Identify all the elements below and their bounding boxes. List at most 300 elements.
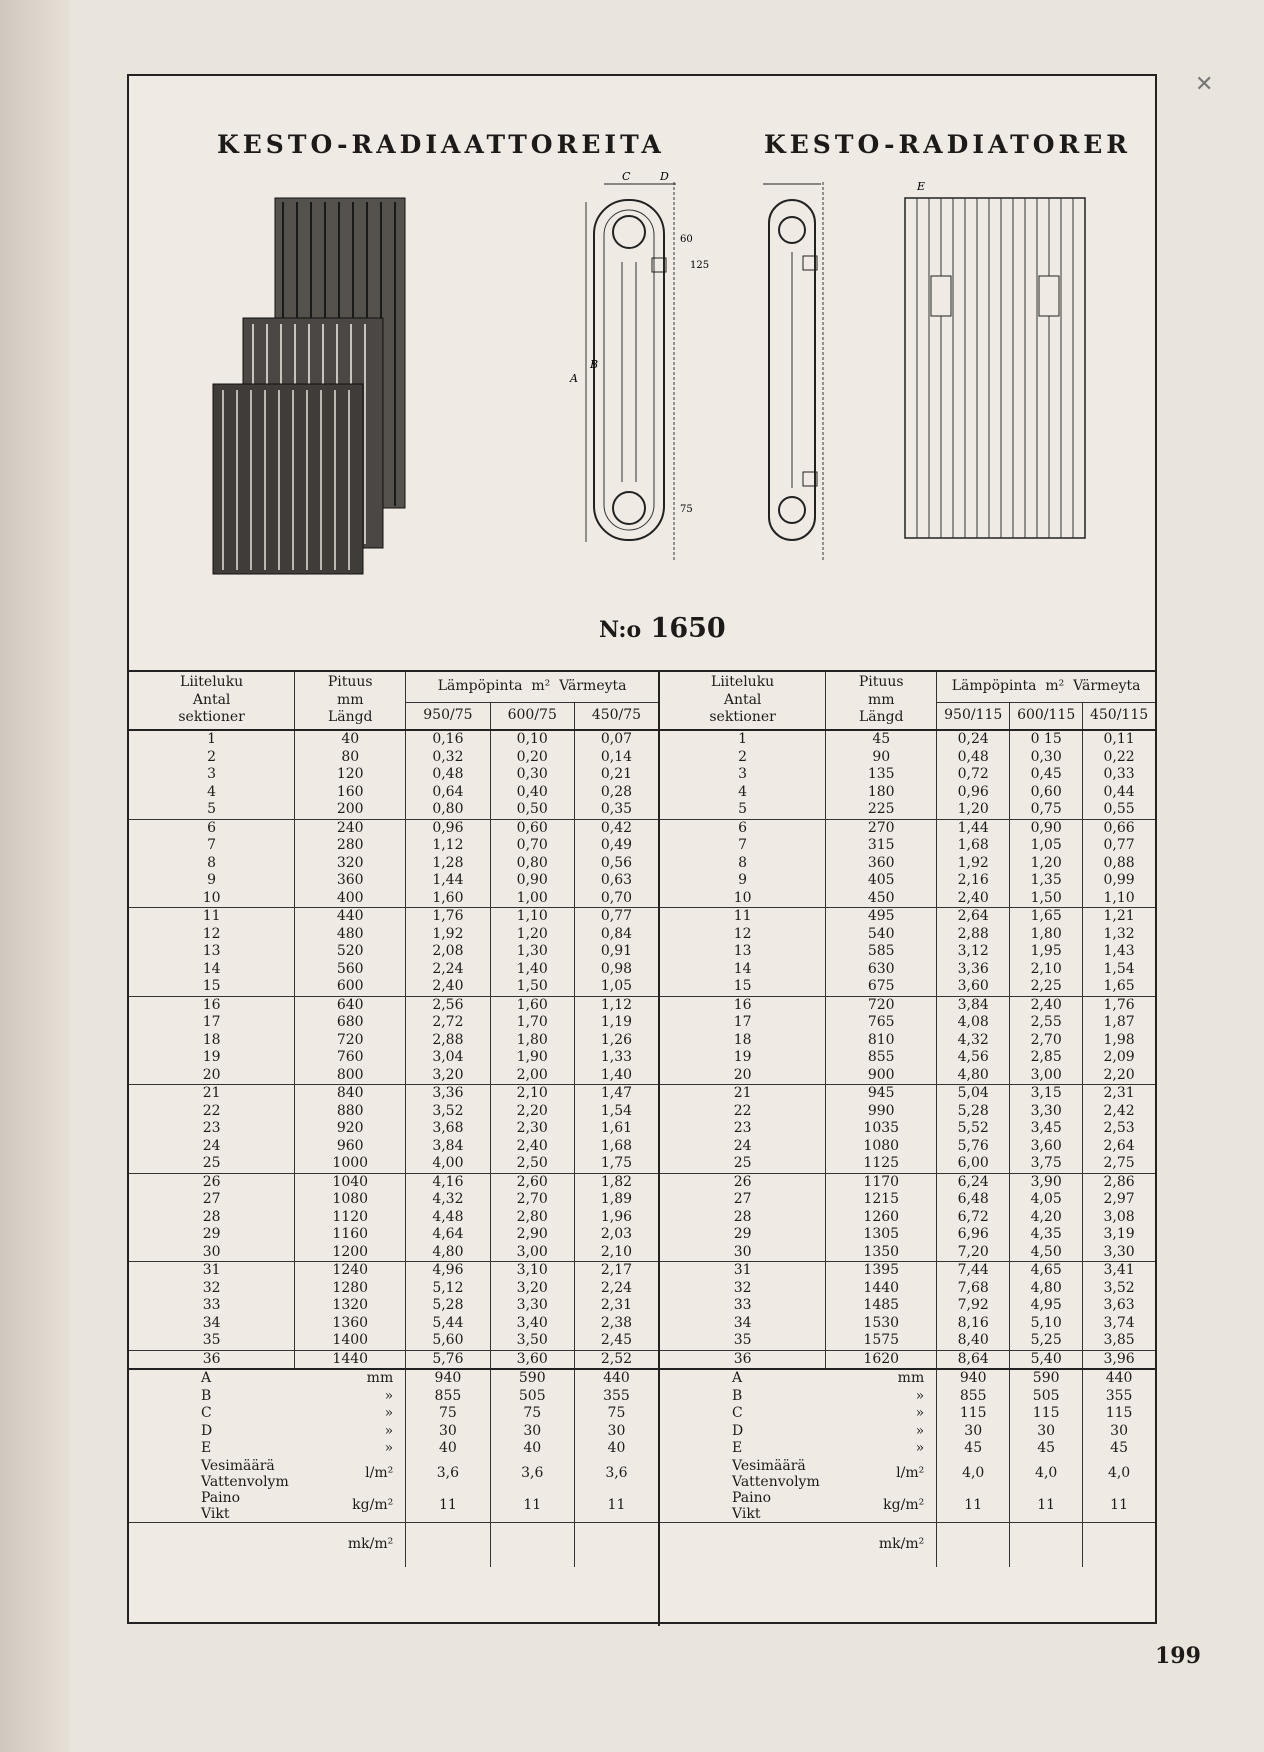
table-cell: 4,05 bbox=[1010, 1191, 1083, 1209]
table-cell: 2,53 bbox=[1083, 1120, 1155, 1138]
table-cell: 17 bbox=[202, 1014, 221, 1030]
table-cell: 21 bbox=[129, 1085, 295, 1103]
table-cell: 1,60 bbox=[490, 996, 574, 1014]
table-cell: 26 bbox=[660, 1173, 826, 1191]
table-cell: 800 bbox=[295, 1067, 406, 1085]
spec-row bbox=[129, 1405, 658, 1423]
table-cell: 4,80 bbox=[1010, 1280, 1083, 1298]
spec-value: 115 bbox=[1010, 1405, 1083, 1423]
spec-label: A bbox=[129, 1369, 295, 1388]
table-cell: 2,75 bbox=[1083, 1155, 1155, 1173]
table-row bbox=[660, 1315, 1155, 1333]
price-value[interactable] bbox=[1010, 1522, 1083, 1567]
spec-value: 30 bbox=[1083, 1423, 1155, 1441]
spec-row bbox=[660, 1369, 1155, 1388]
table-cell: 0,21 bbox=[574, 766, 658, 784]
table-cell: 3,36 bbox=[406, 1085, 490, 1103]
table-cell: 920 bbox=[295, 1120, 406, 1138]
table-cell: 8,64 bbox=[937, 1350, 1010, 1369]
table-cell: 6 bbox=[660, 819, 826, 837]
table-cell: 1350 bbox=[826, 1244, 937, 1262]
table-cell: 810 bbox=[826, 1032, 937, 1050]
table-cell: 0,10 bbox=[490, 730, 574, 749]
table-cell: 1395 bbox=[826, 1262, 937, 1280]
table-cell: 1530 bbox=[826, 1315, 937, 1333]
table-cell: 855 bbox=[826, 1049, 937, 1067]
table-cell: 2,85 bbox=[1010, 1049, 1083, 1067]
spec-row bbox=[660, 1388, 1155, 1406]
table-cell: 25 bbox=[202, 1155, 221, 1171]
table-row bbox=[129, 1085, 658, 1103]
table-cell: 0,80 bbox=[490, 855, 574, 873]
table-cell: 2,88 bbox=[937, 926, 1010, 944]
table-cell: 1120 bbox=[295, 1209, 406, 1227]
weight-row bbox=[660, 1490, 1155, 1523]
table-cell: 0 15 bbox=[1010, 730, 1083, 749]
table-cell: 28 bbox=[202, 1208, 221, 1225]
table-cell: 585 bbox=[826, 943, 937, 961]
weight-value: 11 bbox=[490, 1490, 574, 1523]
table-cell: 2 bbox=[207, 748, 217, 765]
table-row bbox=[660, 1032, 1155, 1050]
table-cell: 1,05 bbox=[574, 978, 658, 996]
water-value: 3,6 bbox=[574, 1458, 658, 1490]
table-cell: 3,36 bbox=[937, 961, 1010, 979]
table-cell: 1160 bbox=[295, 1226, 406, 1244]
table-cell: 1305 bbox=[826, 1226, 937, 1244]
table-row bbox=[660, 1297, 1155, 1315]
table-cell: 18 bbox=[733, 1031, 752, 1048]
table-cell: 25 bbox=[733, 1155, 752, 1171]
spec-label: B bbox=[732, 1387, 743, 1404]
table-cell: 1,40 bbox=[490, 961, 574, 979]
size-subheader: 950/115 bbox=[937, 702, 1010, 730]
table-cell: 29 bbox=[202, 1226, 221, 1242]
spec-value: 45 bbox=[1010, 1440, 1083, 1458]
table-cell: 2,56 bbox=[406, 996, 490, 1014]
table-cell: 34 bbox=[202, 1314, 221, 1331]
table-cell: 600 bbox=[295, 978, 406, 996]
table-row bbox=[660, 996, 1155, 1014]
table-cell: 6,00 bbox=[937, 1155, 1010, 1173]
table-row bbox=[660, 837, 1155, 855]
table-cell: 0,91 bbox=[574, 943, 658, 961]
heating-surface-header: Lämpöpinta m² Värmeyta bbox=[937, 672, 1155, 702]
dim-label-b: B bbox=[590, 358, 599, 371]
table-cell: 3,30 bbox=[1083, 1244, 1155, 1262]
table-cell: 1575 bbox=[826, 1332, 937, 1350]
price-value[interactable] bbox=[406, 1522, 490, 1567]
table-cell: 22 bbox=[733, 1102, 752, 1119]
heating-surface-header: Lämpöpinta m² Värmeyta bbox=[406, 672, 658, 702]
spec-row bbox=[660, 1405, 1155, 1423]
table-cell: 20 bbox=[202, 1066, 221, 1083]
table-cell: 0,72 bbox=[937, 766, 1010, 784]
weight-value: 11 bbox=[574, 1490, 658, 1523]
table-cell: 26 bbox=[129, 1173, 295, 1191]
table-row bbox=[660, 1280, 1155, 1298]
table-cell: 3,10 bbox=[490, 1262, 574, 1280]
table-row bbox=[129, 730, 658, 749]
table-cell: 1,10 bbox=[1083, 890, 1155, 908]
table-cell: 0,70 bbox=[574, 890, 658, 908]
table-cell: 23 bbox=[733, 1120, 752, 1136]
spec-value: 355 bbox=[574, 1388, 658, 1406]
table-cell: 3,30 bbox=[1010, 1103, 1083, 1121]
table-cell: 4,95 bbox=[1010, 1297, 1083, 1315]
table-cell: 3,30 bbox=[490, 1297, 574, 1315]
spec-value: 75 bbox=[490, 1405, 574, 1423]
table-cell: 0,11 bbox=[1083, 730, 1155, 749]
col-sections-header-line: Antal bbox=[723, 691, 762, 708]
table-cell: 3,60 bbox=[937, 978, 1010, 996]
table-cell: 1,65 bbox=[1083, 978, 1155, 996]
spec-value: 40 bbox=[574, 1440, 658, 1458]
table-cell: 2,70 bbox=[1010, 1032, 1083, 1050]
table-cell: 2,00 bbox=[490, 1067, 574, 1085]
spec-value: 30 bbox=[406, 1423, 490, 1441]
table-cell: 0,20 bbox=[490, 749, 574, 767]
water-unit: l/m² bbox=[896, 1464, 925, 1481]
table-cell: 2,17 bbox=[574, 1262, 658, 1280]
water-label bbox=[129, 1458, 295, 1490]
spec-label: C bbox=[201, 1405, 212, 1421]
table-cell: 2,08 bbox=[406, 943, 490, 961]
table-cell: 1,44 bbox=[406, 872, 490, 890]
table-cell: 1080 bbox=[826, 1138, 937, 1156]
table-cell: 13 bbox=[733, 943, 752, 959]
table-cell: 4,56 bbox=[937, 1049, 1010, 1067]
table-cell: 2,31 bbox=[1083, 1085, 1155, 1103]
spec-value: 45 bbox=[1083, 1440, 1155, 1458]
table-row bbox=[660, 730, 1155, 749]
table-cell: 1,10 bbox=[490, 908, 574, 926]
table-cell: 1,61 bbox=[574, 1120, 658, 1138]
table-cell: 4 bbox=[738, 783, 748, 800]
table-cell: 1,40 bbox=[574, 1067, 658, 1085]
table-cell: 27 bbox=[202, 1191, 221, 1207]
table-cell: 2,70 bbox=[490, 1191, 574, 1209]
spec-unit: » bbox=[384, 1387, 394, 1404]
price-value[interactable] bbox=[574, 1522, 658, 1567]
table-cell: 240 bbox=[295, 819, 406, 837]
table-cell: 3 bbox=[738, 766, 748, 782]
table-cell: 5,12 bbox=[406, 1280, 490, 1298]
table-cell: 1400 bbox=[295, 1332, 406, 1350]
water-label-sv: Vattenvolym bbox=[201, 1473, 289, 1490]
spec-value: 940 bbox=[406, 1369, 490, 1388]
table-cell: 2,40 bbox=[490, 1138, 574, 1156]
spec-value: 855 bbox=[406, 1388, 490, 1406]
table-cell: 2,55 bbox=[1010, 1014, 1083, 1032]
table-cell: 0,75 bbox=[1010, 801, 1083, 819]
table-cell: 35 bbox=[733, 1332, 752, 1348]
table-cell: 3,08 bbox=[1083, 1209, 1155, 1227]
table-cell: 0,48 bbox=[406, 766, 490, 784]
table-cell: 0,44 bbox=[1083, 784, 1155, 802]
table-row bbox=[660, 1085, 1155, 1103]
table-cell: 34 bbox=[733, 1314, 752, 1331]
model-number bbox=[599, 613, 726, 644]
spec-value: 590 bbox=[1010, 1369, 1083, 1388]
price-unit: mk/m² bbox=[295, 1522, 406, 1567]
table-cell: 8 bbox=[738, 854, 748, 871]
table-cell: 120 bbox=[295, 766, 406, 784]
table-cell: 4,20 bbox=[1010, 1209, 1083, 1227]
table-cell: 1,89 bbox=[574, 1191, 658, 1209]
dim-label-d: D bbox=[660, 170, 669, 183]
table-cell: 1,30 bbox=[490, 943, 574, 961]
table-cell: 4 bbox=[207, 783, 217, 800]
table-cell: 0,99 bbox=[1083, 872, 1155, 890]
table-row bbox=[129, 943, 658, 961]
table-row bbox=[660, 784, 1155, 802]
table-cell: 33 bbox=[202, 1297, 221, 1313]
water-label-sv: Vattenvolym bbox=[732, 1473, 820, 1490]
spec-value: 75 bbox=[574, 1405, 658, 1423]
weight-value: 11 bbox=[406, 1490, 490, 1523]
table-cell: 1,80 bbox=[1010, 926, 1083, 944]
spec-unit: » bbox=[915, 1405, 925, 1421]
table-row bbox=[129, 1103, 658, 1121]
table-cell: 33 bbox=[733, 1297, 752, 1313]
table-cell: 2,80 bbox=[490, 1209, 574, 1227]
table-row bbox=[129, 819, 658, 837]
water-label bbox=[660, 1458, 826, 1490]
spec-value: 115 bbox=[937, 1405, 1010, 1423]
table-cell: 1,05 bbox=[1010, 837, 1083, 855]
table-cell: 3 bbox=[207, 766, 217, 782]
table-row bbox=[660, 766, 1155, 784]
table-row bbox=[129, 1297, 658, 1315]
table-cell: 675 bbox=[826, 978, 937, 996]
table-cell: 0,66 bbox=[1083, 819, 1155, 837]
spec-row bbox=[129, 1388, 658, 1406]
table-cell: 7 bbox=[738, 837, 748, 853]
table-cell: 1 bbox=[738, 731, 748, 747]
model-prefix: N:o bbox=[599, 617, 642, 643]
table-cell: 35 bbox=[202, 1332, 221, 1348]
table-cell: 0,90 bbox=[1010, 819, 1083, 837]
table-row bbox=[660, 1067, 1155, 1085]
table-cell: 1,44 bbox=[937, 819, 1010, 837]
table-cell: 4,65 bbox=[1010, 1262, 1083, 1280]
page-number: 199 bbox=[1155, 1643, 1201, 1669]
side-view-drawing-narrow bbox=[759, 172, 859, 572]
table-cell: 4,35 bbox=[1010, 1226, 1083, 1244]
table-row bbox=[129, 1332, 658, 1350]
table-cell: 2,52 bbox=[574, 1350, 658, 1369]
table-cell: 2,10 bbox=[574, 1244, 658, 1262]
table-row bbox=[129, 784, 658, 802]
table-cell: 3,63 bbox=[1083, 1297, 1155, 1315]
table-row bbox=[129, 1262, 658, 1280]
tables-area bbox=[129, 670, 1155, 1626]
table-row bbox=[660, 943, 1155, 961]
table-row bbox=[660, 1155, 1155, 1173]
table-cell: 0,30 bbox=[1010, 749, 1083, 767]
table-cell: 0,50 bbox=[490, 801, 574, 819]
table-cell: 2,60 bbox=[490, 1173, 574, 1191]
table-cell: 3,45 bbox=[1010, 1120, 1083, 1138]
table-cell: 900 bbox=[826, 1067, 937, 1085]
spec-value: 505 bbox=[1010, 1388, 1083, 1406]
weight-label bbox=[660, 1490, 826, 1523]
table-cell: 1,68 bbox=[574, 1138, 658, 1156]
spec-label: D bbox=[201, 1422, 213, 1439]
table-right-115 bbox=[660, 672, 1155, 1626]
table-left-75 bbox=[129, 672, 660, 1626]
weight-value: 11 bbox=[1010, 1490, 1083, 1523]
table-cell: 2,88 bbox=[406, 1032, 490, 1050]
model-number-value: 1650 bbox=[650, 613, 726, 644]
table-row bbox=[129, 1244, 658, 1262]
size-subheader: 950/75 bbox=[406, 702, 490, 730]
spec-value: 75 bbox=[406, 1405, 490, 1423]
table-cell: 19 bbox=[733, 1049, 752, 1065]
spec-row bbox=[660, 1440, 1155, 1458]
table-cell: 2,24 bbox=[574, 1280, 658, 1298]
table-cell: 480 bbox=[295, 926, 406, 944]
table-cell: 9 bbox=[738, 872, 748, 888]
table-row bbox=[660, 749, 1155, 767]
table-cell: 1,00 bbox=[490, 890, 574, 908]
table-cell: 2,40 bbox=[406, 978, 490, 996]
table-cell: 4,80 bbox=[406, 1244, 490, 1262]
table-cell: 3,75 bbox=[1010, 1155, 1083, 1173]
table-row bbox=[660, 1120, 1155, 1138]
size-subheader: 450/75 bbox=[574, 702, 658, 730]
table-cell: 36 bbox=[129, 1350, 295, 1369]
table-cell: 8,40 bbox=[937, 1332, 1010, 1350]
water-value: 4,0 bbox=[937, 1458, 1010, 1490]
table-cell: 1280 bbox=[295, 1280, 406, 1298]
table-cell: 0,77 bbox=[1083, 837, 1155, 855]
table-cell: 5,52 bbox=[937, 1120, 1010, 1138]
table-cell: 405 bbox=[826, 872, 937, 890]
table-cell: 12 bbox=[202, 925, 221, 942]
weight-label bbox=[129, 1490, 295, 1523]
water-value: 4,0 bbox=[1010, 1458, 1083, 1490]
table-cell: 1,75 bbox=[574, 1155, 658, 1173]
table-cell: 2,25 bbox=[1010, 978, 1083, 996]
table-cell: 680 bbox=[295, 1014, 406, 1032]
table-cell: 135 bbox=[826, 766, 937, 784]
table-cell: 1360 bbox=[295, 1315, 406, 1333]
table-cell: 23 bbox=[202, 1120, 221, 1136]
table-cell: 3,00 bbox=[1010, 1067, 1083, 1085]
table-cell: 15 bbox=[733, 978, 752, 994]
table-cell: 6,24 bbox=[937, 1173, 1010, 1191]
table-cell: 1,90 bbox=[490, 1049, 574, 1067]
col-sections-header bbox=[129, 672, 295, 730]
table-cell: 270 bbox=[826, 819, 937, 837]
table-cell: 720 bbox=[295, 1032, 406, 1050]
table-cell: 2,97 bbox=[1083, 1191, 1155, 1209]
table-cell: 2,31 bbox=[574, 1297, 658, 1315]
table-cell: 2 bbox=[738, 748, 748, 765]
pencil-mark-icon: ✕ bbox=[1195, 72, 1214, 97]
table-row bbox=[129, 749, 658, 767]
weight-value: 11 bbox=[937, 1490, 1010, 1523]
table-cell: 5,76 bbox=[937, 1138, 1010, 1156]
catalog-frame bbox=[127, 74, 1157, 1624]
table-cell: 4,50 bbox=[1010, 1244, 1083, 1262]
table-cell: 4,16 bbox=[406, 1173, 490, 1191]
table-cell: 0,96 bbox=[406, 819, 490, 837]
spec-row bbox=[129, 1440, 658, 1458]
table-cell: 1,54 bbox=[574, 1103, 658, 1121]
table-row bbox=[129, 1280, 658, 1298]
price-value[interactable] bbox=[937, 1522, 1010, 1567]
table-cell: 4,08 bbox=[937, 1014, 1010, 1032]
table-cell: 7,92 bbox=[937, 1297, 1010, 1315]
table-cell: 3,85 bbox=[1083, 1332, 1155, 1350]
table-row bbox=[660, 1138, 1155, 1156]
table-cell: 1240 bbox=[295, 1262, 406, 1280]
table-cell: 5 bbox=[738, 801, 748, 817]
table-cell: 880 bbox=[295, 1103, 406, 1121]
col-sections-header-line: Antal bbox=[192, 691, 231, 708]
table-row bbox=[129, 890, 658, 908]
table-cell: 1200 bbox=[295, 1244, 406, 1262]
table-cell: 11 bbox=[660, 908, 826, 926]
table-cell: 540 bbox=[826, 926, 937, 944]
table-row bbox=[660, 1103, 1155, 1121]
price-value[interactable] bbox=[490, 1522, 574, 1567]
table-cell: 7 bbox=[207, 837, 217, 853]
table-cell: 2,86 bbox=[1083, 1173, 1155, 1191]
table-cell: 0,63 bbox=[574, 872, 658, 890]
table-cell: 1,20 bbox=[490, 926, 574, 944]
spec-value: 440 bbox=[1083, 1369, 1155, 1388]
radiator-small bbox=[213, 384, 363, 574]
col-sections-header-line: sektioner bbox=[709, 709, 776, 726]
table-cell: 1,21 bbox=[1083, 908, 1155, 926]
col-length-header-line: Pituus bbox=[858, 674, 904, 691]
table-row bbox=[129, 1120, 658, 1138]
table-cell: 8,16 bbox=[937, 1315, 1010, 1333]
spec-unit: » bbox=[915, 1387, 925, 1404]
table-row bbox=[660, 1332, 1155, 1350]
table-cell: 30 bbox=[202, 1243, 221, 1260]
weight-label-fi: Paino bbox=[201, 1489, 241, 1506]
table-cell: 160 bbox=[295, 784, 406, 802]
table-cell: 6,96 bbox=[937, 1226, 1010, 1244]
water-row bbox=[129, 1458, 658, 1490]
price-value[interactable] bbox=[1083, 1522, 1155, 1567]
spec-row bbox=[129, 1423, 658, 1441]
table-row bbox=[660, 801, 1155, 819]
table-row bbox=[660, 1014, 1155, 1032]
table-cell: 520 bbox=[295, 943, 406, 961]
size-subheader: 600/115 bbox=[1010, 702, 1083, 730]
col-length-header-line: Längd bbox=[858, 709, 904, 726]
table-cell: 1,43 bbox=[1083, 943, 1155, 961]
table-cell: 320 bbox=[295, 855, 406, 873]
spec-label: E bbox=[732, 1440, 743, 1456]
table-row bbox=[129, 872, 658, 890]
table-cell: 760 bbox=[295, 1049, 406, 1067]
table-row bbox=[129, 926, 658, 944]
spec-unit: » bbox=[384, 1422, 394, 1439]
table-cell: 360 bbox=[295, 872, 406, 890]
table-cell: 0,60 bbox=[1010, 784, 1083, 802]
table-cell: 1,32 bbox=[1083, 926, 1155, 944]
table-cell: 3,96 bbox=[1083, 1350, 1155, 1369]
table-cell: 0,90 bbox=[490, 872, 574, 890]
table-cell: 1,76 bbox=[1083, 996, 1155, 1014]
